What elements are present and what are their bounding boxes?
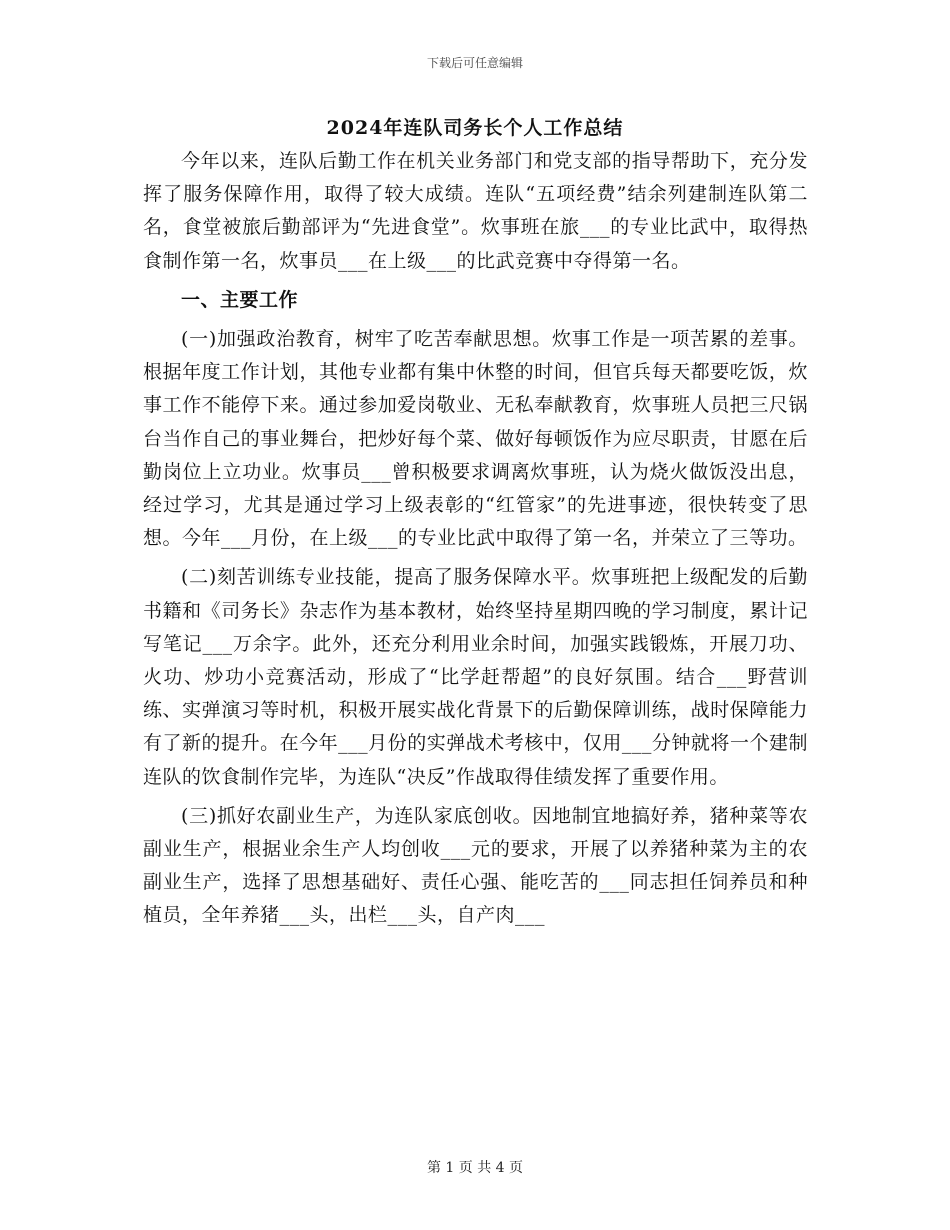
header-note: 下载后可任意编辑 — [426, 56, 523, 70]
paragraph-farming-production: (三)抓好农副业生产，为连队家底创收。因地制宜地搞好养，猪种菜等农副业生产，根据业余生产人均创收___元的要求，开展了以养猪种菜为主的农副业生产，选择了思想基础好、责任心强、能吃苦的___同志担任饲养员和种植员，全年养猪___头，出栏___头，自产肉___ — [143, 804, 808, 927]
intro-paragraph: 今年以来，连队后勤工作在机关业务部门和党支部的指导帮助下，充分发挥了服务保障作用，取得了较大成绩。连队“五项经费”结余列建制连队第二名，食堂被旅后勤部评为“先进食堂”。炊事班在旅___的专业比武中，取得热食制作第一名，炊事员___在上级___的比武竞赛中夺得第一名。 — [143, 150, 808, 272]
paragraph-skill-training: (二)刻苦训练专业技能，提高了服务保障水平。炊事班把上级配发的后勤书籍和《司务长》杂志作为基本教材，始终坚持星期四晚的学习制度，累计记写笔记___万余字。此外，还充分利用业余时间，加强实践锻炼，开展刀功、火功、炒功小竞赛活动，形成了“比学赶帮超”的良好氛围。结合___野营训练、实弹演习等时机，积极开展实战化背景下的后勤保障训练，战时保障能力有了新的提升。在今年___月份的实弹战术考核中，仅用___分钟就将一个建制连队的饮食制作完毕，为连队“决反”作战取得佳绩发挥了重要作用。 — [143, 566, 808, 788]
paragraph-political-education: (一)加强政治教育，树牢了吃苦奉献思想。炊事工作是一项苦累的差事。根据年度工作计划，其他专业都有集中休整的时间，但官兵每天都要吃饭，炊事工作不能停下来。通过参加爱岗敬业、无私奉献教育，炊事班人员把三尺锅台当作自己的事业舞台，把炒好每个菜、做好每顿饭作为应尽职责，甘愿在后勤岗位上立功业。炊事员___曾积极要求调离炊事班，认为烧火做饭没出息，经过学习，尤其是通过学习上级表彰的“红管家”的先进事迹，很快转变了思想。今年___月份，在上级___的专业比武中取得了第一名，并荣立了三等功。 — [143, 328, 808, 550]
document-body — [143, 145, 808, 933]
section-heading-main-work: 一、主要工作 — [181, 288, 299, 311]
page-number-footer: 第 1 页 共 4 页 — [426, 1160, 524, 1176]
document-title: 2024年连队司务长个人工作总结 — [326, 117, 624, 139]
